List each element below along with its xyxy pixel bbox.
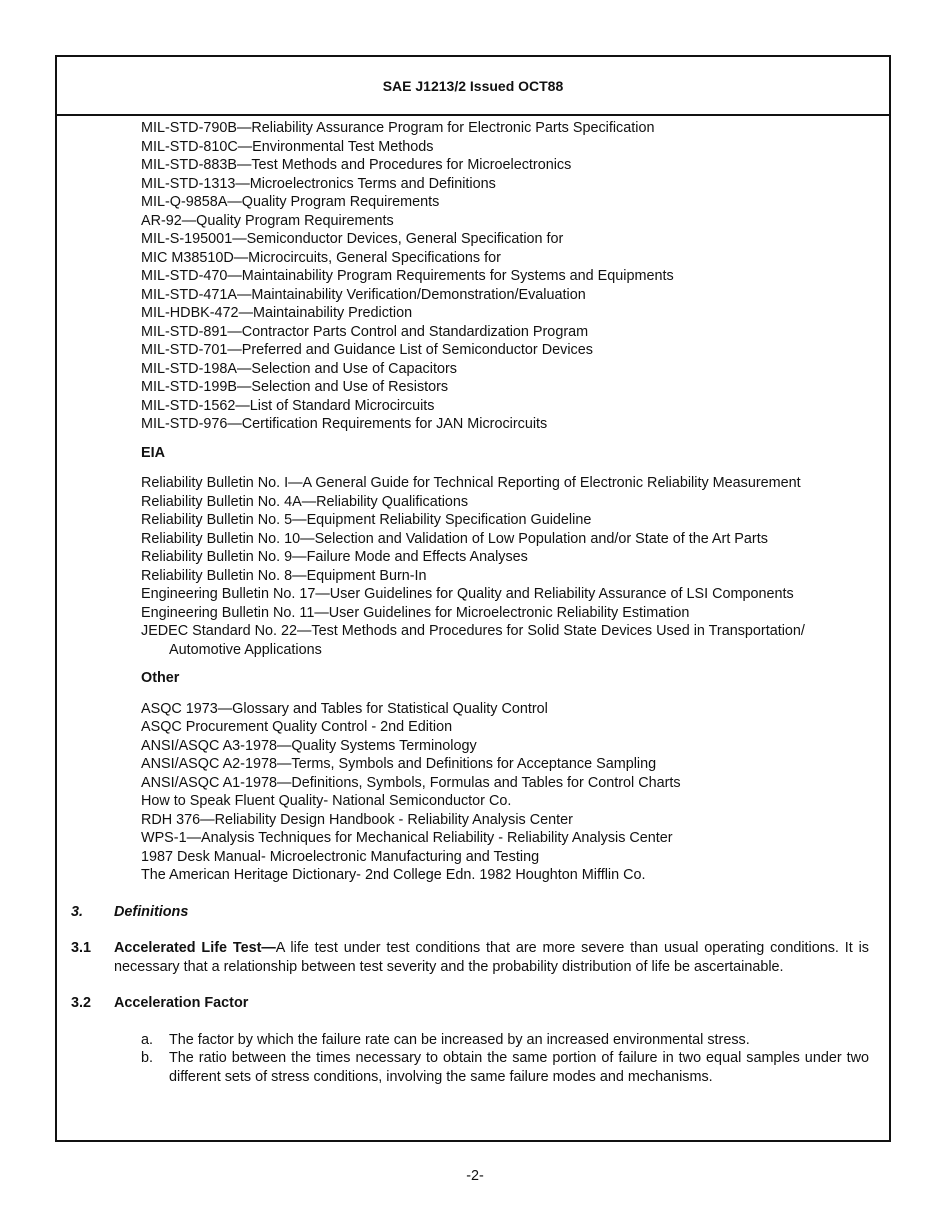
reference-item: Reliability Bulletin No. 5—Equipment Reliability Specification Guideline: [141, 512, 592, 528]
reference-item: MIL-STD-883B—Test Methods and Procedures for Microelectronics: [141, 157, 572, 173]
list-item-label: b.: [141, 1050, 154, 1066]
section-3-2: [57, 994, 889, 1013]
section-number: 3.1: [71, 940, 92, 956]
reference-item: MIL-STD-891—Contractor Parts Control and Standardization Program: [141, 323, 589, 340]
reference-item: MIL-Q-9858A—Quality Program Requirements: [141, 194, 440, 210]
reference-item: RDH 376—Reliability Design Handbook - Reliability Analysis Center: [141, 811, 573, 828]
section-number: 3.: [71, 903, 84, 920]
reference-item: WPS-1—Analysis Techniques for Mechanical Reliability - Reliability Analysis Center: [141, 830, 673, 846]
reference-item: 1987 Desk Manual- Microelectronic Manufacturing and Testing: [141, 848, 540, 865]
mil-references: [141, 119, 869, 885]
definition-term: Accelerated Life Test—: [114, 940, 276, 956]
reference-item: Engineering Bulletin No. 17—User Guidelines for Quality and Reliability Assurance of LSI Components: [141, 586, 794, 602]
reference-item: MIL-STD-471A—Maintainability Verification/Demonstration/Evaluation: [141, 286, 586, 303]
definition-term: Acceleration Factor: [114, 995, 249, 1011]
reference-item: The American Heritage Dictionary- 2nd College Edn. 1982 Houghton Mifflin Co.: [141, 867, 646, 883]
list-item: [141, 1031, 869, 1050]
reference-item: Reliability Bulletin No. 8—Equipment Burn-In: [141, 567, 427, 584]
reference-item: Reliability Bulletin No. 9—Failure Mode and Effects Analyses: [141, 549, 528, 565]
reference-item: MIL-STD-199B—Selection and Use of Resistors: [141, 379, 449, 395]
page-frame: [55, 55, 891, 1142]
list-item-text: The factor by which the failure rate can be increased by an increased environmental stress.: [169, 1031, 750, 1048]
section-3-1: [57, 939, 889, 976]
document-title: SAE J1213/2 Issued OCT88: [382, 77, 564, 94]
reference-item: JEDEC Standard No. 22—Test Methods and Procedures for Solid State Devices Used in Transportation/ Automotive Applications: [141, 623, 805, 658]
reference-item: Reliability Bulletin No. 4A—Reliability Qualifications: [141, 493, 469, 510]
acceleration-factor-list: [141, 1031, 869, 1087]
reference-item: MIL-STD-976—Certification Requirements for JAN Microcircuits: [141, 416, 548, 432]
reference-item: MIL-STD-1562—List of Standard Microcircuits: [141, 397, 435, 414]
reference-item: AR-92—Quality Program Requirements: [141, 212, 394, 229]
reference-item: ANSI/ASQC A3-1978—Quality Systems Terminology: [141, 737, 477, 754]
reference-item: MIL-STD-810C—Environmental Test Methods: [141, 138, 434, 155]
reference-item: ANSI/ASQC A1-1978—Definitions, Symbols, Formulas and Tables for Control Charts: [141, 774, 681, 791]
reference-item: MIL-STD-1313—Microelectronics Terms and Definitions: [141, 175, 496, 192]
reference-item: ASQC 1973—Glossary and Tables for Statistical Quality Control: [141, 700, 548, 717]
reference-item: MIL-STD-198A—Selection and Use of Capacitors: [141, 360, 457, 377]
page-content: [57, 119, 889, 1086]
list-item-text: The ratio between the times necessary to obtain the same portion of failure in two equal samples under two different sets of stress conditions, involving the same failure modes and mechanisms.: [169, 1050, 869, 1085]
reference-item: MIL-STD-470—Maintainability Program Requirements for Systems and Equipments: [141, 268, 674, 284]
eia-heading: EIA: [141, 444, 165, 461]
reference-item: MIL-HDBK-472—Maintainability Prediction: [141, 305, 413, 321]
reference-item: How to Speak Fluent Quality- National Semiconductor Co.: [141, 793, 512, 809]
reference-item: Reliability Bulletin No. 10—Selection and Validation of Low Population and/or State of the Art Parts: [141, 530, 768, 547]
reference-item: MIL-S-195001—Semiconductor Devices, General Specification for: [141, 231, 564, 247]
page-number: -2-: [466, 1168, 484, 1184]
reference-item: Engineering Bulletin No. 11—User Guidelines for Microelectronic Reliability Estimation: [141, 604, 690, 621]
section-title: Definitions: [114, 903, 189, 920]
list-item-label: a.: [141, 1031, 154, 1048]
reference-item: ANSI/ASQC A2-1978—Terms, Symbols and Definitions for Acceptance Sampling: [141, 756, 657, 772]
reference-item: MIL-STD-701—Preferred and Guidance List of Semiconductor Devices: [141, 342, 593, 358]
document-header: [57, 57, 889, 116]
section-number: 3.2: [71, 995, 92, 1011]
other-heading: Other: [141, 670, 180, 686]
reference-item: MIC M38510D—Microcircuits, General Specifications for: [141, 249, 501, 266]
section-3: [57, 903, 889, 922]
definition-text: A life test under test conditions that are more severe than usual operating conditions. It is necessary that a relationship between test severity and the probability distribution of life be ascertainable.: [114, 940, 869, 975]
reference-item: MIL-STD-790B—Reliability Assurance Program for Electronic Parts Specification: [141, 120, 655, 136]
reference-item: ASQC Procurement Quality Control - 2nd Edition: [141, 719, 453, 735]
list-item: [141, 1049, 869, 1086]
reference-item: Reliability Bulletin No. I—A General Guide for Technical Reporting of Electronic Reliability Measurement: [141, 475, 801, 491]
